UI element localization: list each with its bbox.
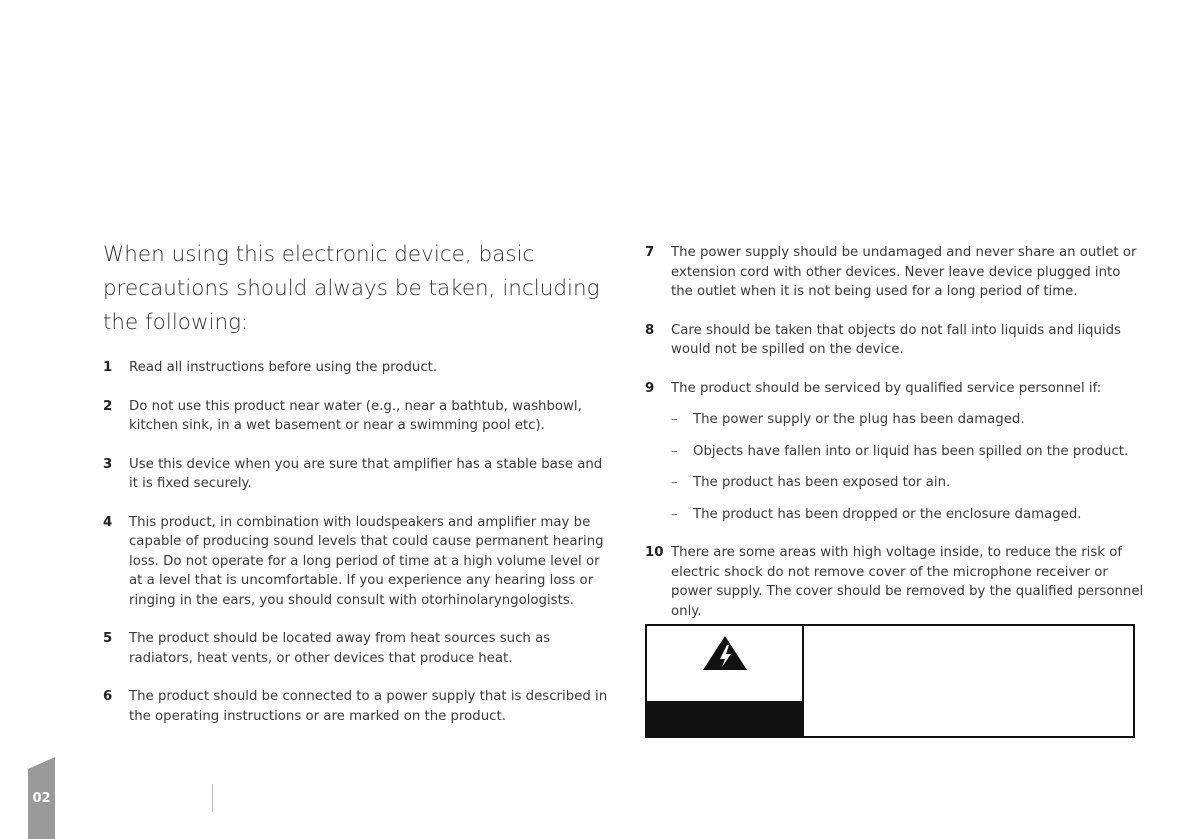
sub-list-item xyxy=(671,505,1145,525)
list-item xyxy=(645,321,1145,360)
list-item xyxy=(103,629,608,668)
item-text: There are some areas with high voltage inside, to reduce the risk of electric shock do not remove cover of the microphone receiver or power supply. The cover should be removed by the qualified personnel only. xyxy=(671,545,1144,619)
item-number: 1 xyxy=(103,360,113,375)
sub-list-item xyxy=(671,410,1145,430)
item-text: Use this device when you are sure that amplifier has a stable base and it is fixed securely. xyxy=(129,456,603,491)
item-number: 6 xyxy=(103,689,113,704)
subitem-text: The power supply or the plug has been damaged. xyxy=(693,412,1025,427)
item-number: 9 xyxy=(645,380,655,396)
dash-bullet: – xyxy=(671,475,678,490)
item-text: Do not use this product near water (e.g., near a bathtub, washbowl, kitchen sink, in a wet basement or near a swimming pool etc). xyxy=(129,398,582,433)
warning-label-band xyxy=(647,701,802,736)
item-text: Read all instructions before using the product. xyxy=(129,360,438,375)
item-number: 3 xyxy=(103,456,113,472)
list-item xyxy=(103,513,608,611)
item-number: 7 xyxy=(645,245,655,260)
dash-bullet: – xyxy=(671,443,678,459)
warning-box xyxy=(645,624,1135,738)
warning-icon-area xyxy=(647,626,802,701)
subitem-text: The product has been dropped or the enclosure damaged. xyxy=(693,506,1082,522)
precautions-list-right xyxy=(645,243,1145,621)
page-number: 02 xyxy=(32,791,51,806)
sub-list-item xyxy=(671,473,1145,493)
dash-bullet: – xyxy=(671,506,678,522)
footer-divider xyxy=(212,784,213,812)
item-text: The product should be serviced by qualified service personnel if: xyxy=(671,380,1102,396)
item-number: 4 xyxy=(103,514,113,530)
list-item xyxy=(645,243,1145,302)
item-text: The product should be connected to a power supply that is described in the operating instructions or are marked on the product. xyxy=(129,689,608,724)
list-item xyxy=(103,358,608,378)
item-number: 8 xyxy=(645,322,655,338)
high-voltage-warning-icon xyxy=(701,634,749,672)
item-text: Care should be taken that objects do not fall into liquids and liquids would not be spilled on the device. xyxy=(671,322,1121,357)
item-text: This product, in combination with loudspeakers and amplifier may be capable of producing sound levels that could cause permanent hearing loss. Do not operate for a long period of time at a high volume level or at a level that is uncomfortable. If you experience any hearing loss or ringing in the ears, you should consult with otorhinolaryngologists. xyxy=(129,514,604,608)
list-item xyxy=(103,397,608,436)
dash-bullet: – xyxy=(671,412,678,427)
list-item xyxy=(645,543,1145,621)
item-text: The product should be located away from heat sources such as radiators, heat vents, or other devices that produce heat. xyxy=(129,631,551,666)
subitem-text: Objects have fallen into or liquid has been spilled on the product. xyxy=(693,443,1129,459)
sub-list-item xyxy=(671,442,1145,462)
list-item xyxy=(103,687,608,726)
precautions-list-left xyxy=(103,358,608,726)
page-heading: When using this electronic device, basic precautions should always be taken, including the following: xyxy=(103,242,600,335)
item-text: The power supply should be undamaged and never share an outlet or extension cord with other devices. Never leave device plugged into the outlet when it is not being used for a long period of time. xyxy=(671,245,1137,299)
list-item xyxy=(103,455,608,494)
warning-symbol-panel xyxy=(647,626,804,736)
list-item xyxy=(645,379,1145,399)
item-number: 5 xyxy=(103,631,113,646)
warning-text-panel xyxy=(804,626,1133,736)
item-number: 2 xyxy=(103,398,113,414)
item-number: 10 xyxy=(645,545,664,560)
subitem-text: The product has been exposed tor ain. xyxy=(693,475,951,490)
